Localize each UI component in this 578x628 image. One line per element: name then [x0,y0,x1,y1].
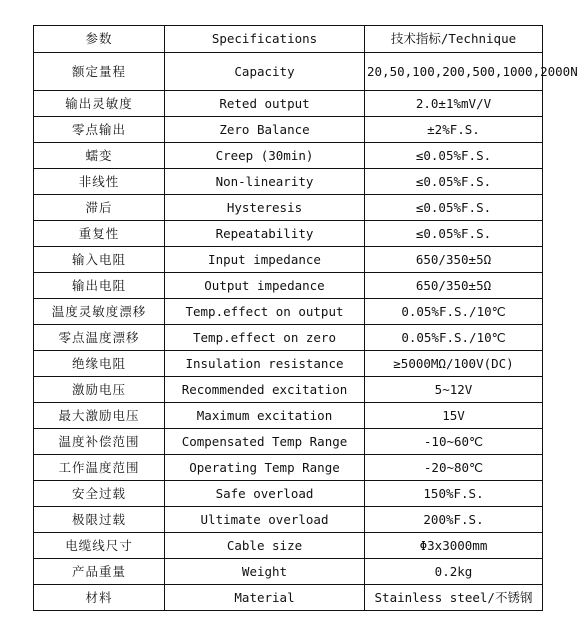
spec-cell: Capacity [165,53,365,91]
table-row [34,585,543,611]
param-cell: 工作温度范围 [34,455,165,481]
spec-cell: Reted output [165,91,365,117]
spec-cell: Cable size [165,533,365,559]
value-cell: ≥5000MΩ/100V(DC) [365,351,543,377]
header-tech: 技术指标/Technique [365,26,543,53]
table-header-row [34,26,543,53]
param-cell: 绝缘电阻 [34,351,165,377]
value-cell: 200%F.S. [365,507,543,533]
table-row [34,507,543,533]
table-row [34,481,543,507]
spec-cell: Output impedance [165,273,365,299]
table-row [34,91,543,117]
spec-cell: Non-linearity [165,169,365,195]
param-cell: 激励电压 [34,377,165,403]
table-row [34,247,543,273]
spec-cell: Hysteresis [165,195,365,221]
table-row [34,559,543,585]
table-row [34,53,543,91]
value-cell: 650/350±5Ω [365,247,543,273]
table-row [34,195,543,221]
table-row [34,351,543,377]
param-cell: 极限过载 [34,507,165,533]
table-row [34,117,543,143]
value-cell: Stainless steel/不锈钢 [365,585,543,611]
spec-cell: Insulation resistance [165,351,365,377]
value-cell: 5~12V [365,377,543,403]
param-cell: 额定量程 [34,53,165,91]
value-cell: 650/350±5Ω [365,273,543,299]
param-cell: 温度补偿范围 [34,429,165,455]
value-cell: 20,50,100,200,500,1000,2000N [365,53,543,91]
spec-cell: Zero Balance [165,117,365,143]
param-cell: 输出电阻 [34,273,165,299]
param-cell: 零点输出 [34,117,165,143]
param-cell: 电缆线尺寸 [34,533,165,559]
value-cell: ≤0.05%F.S. [365,195,543,221]
param-cell: 非线性 [34,169,165,195]
param-cell: 输入电阻 [34,247,165,273]
spec-cell: Temp.effect on zero [165,325,365,351]
table-row [34,273,543,299]
spec-cell: Safe overload [165,481,365,507]
value-cell: 0.05%F.S./10℃ [365,325,543,351]
spec-cell: Ultimate overload [165,507,365,533]
value-cell: 2.0±1%mV/V [365,91,543,117]
value-cell: ≤0.05%F.S. [365,221,543,247]
param-cell: 温度灵敏度漂移 [34,299,165,325]
table-row [34,377,543,403]
spec-cell: Weight [165,559,365,585]
param-cell: 滞后 [34,195,165,221]
value-cell: -10~60℃ [365,429,543,455]
table-row [34,325,543,351]
param-cell: 重复性 [34,221,165,247]
value-cell: ≤0.05%F.S. [365,143,543,169]
spec-cell: Compensated Temp Range [165,429,365,455]
table-row [34,429,543,455]
value-cell: ±2%F.S. [365,117,543,143]
value-cell: ≤0.05%F.S. [365,169,543,195]
spec-cell: Temp.effect on output [165,299,365,325]
table-row [34,299,543,325]
table-row [34,221,543,247]
value-cell: 0.05%F.S./10℃ [365,299,543,325]
table-row [34,169,543,195]
table-row [34,143,543,169]
param-cell: 输出灵敏度 [34,91,165,117]
value-cell: 15V [365,403,543,429]
table-row [34,455,543,481]
param-cell: 安全过载 [34,481,165,507]
spec-cell: Input impedance [165,247,365,273]
param-cell: 材料 [34,585,165,611]
header-spec: Specifications [165,26,365,53]
value-cell: 0.2kg [365,559,543,585]
value-cell: 150%F.S. [365,481,543,507]
param-cell: 蠕变 [34,143,165,169]
spec-table [33,25,578,611]
spec-cell: Material [165,585,365,611]
spec-cell: Operating Temp Range [165,455,365,481]
value-cell: Φ3x3000mm [365,533,543,559]
spec-cell: Creep (30min) [165,143,365,169]
spec-cell: Recommended excitation [165,377,365,403]
table-body [34,53,578,611]
param-cell: 产品重量 [34,559,165,585]
spec-cell: Maximum excitation [165,403,365,429]
header-param: 参数 [34,26,165,53]
table-row [34,533,543,559]
spec-cell: Repeatability [165,221,365,247]
param-cell: 零点温度漂移 [34,325,165,351]
param-cell: 最大激励电压 [34,403,165,429]
value-cell: -20~80℃ [365,455,543,481]
table-row [34,403,543,429]
